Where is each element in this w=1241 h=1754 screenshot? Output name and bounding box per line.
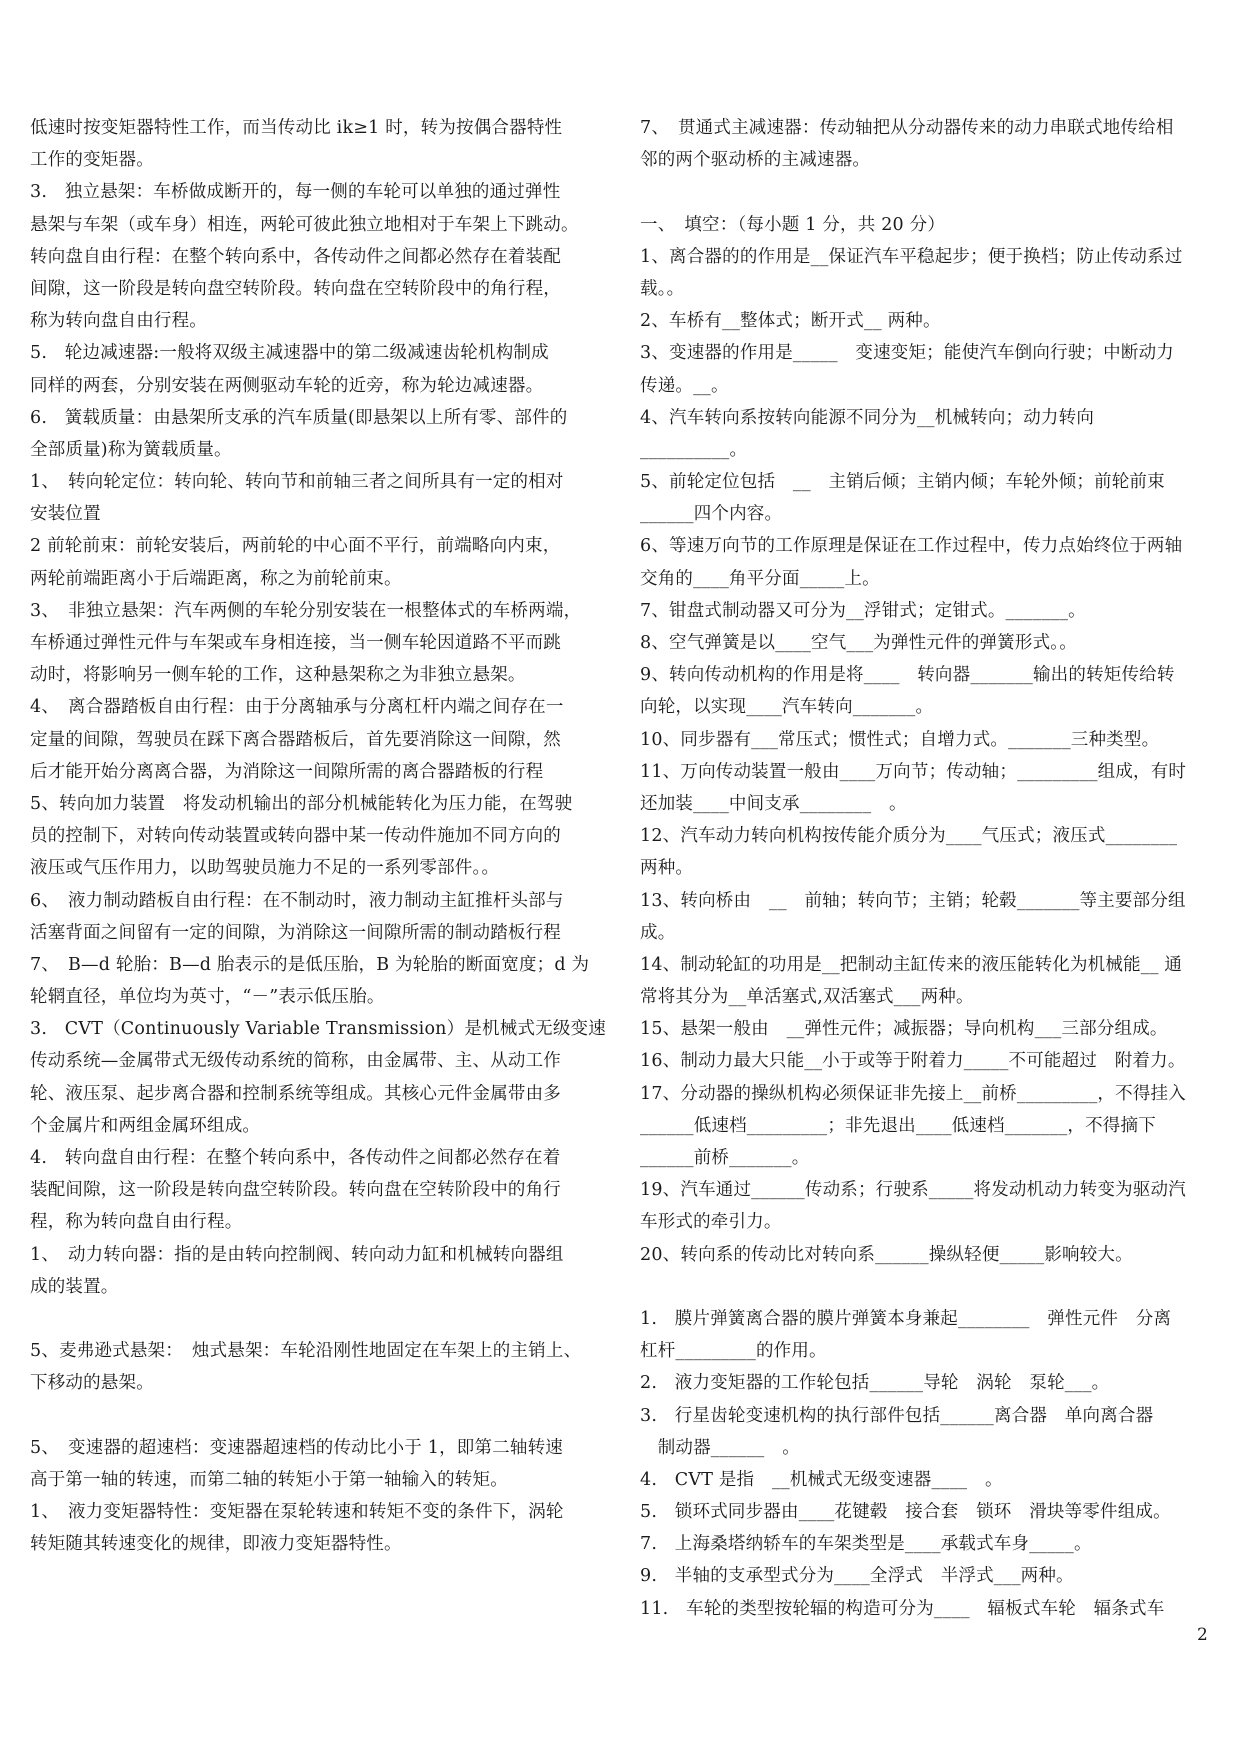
- text-line: 间隙，这一阶段是转向盘空转阶段。转向盘在空转阶段中的角行程，: [30, 278, 561, 299]
- text-line: ______四个内容。: [640, 504, 783, 525]
- text-line: 4、汽车转向系按转向能源不同分为__机械转向；动力转向: [640, 407, 1095, 428]
- text-line: 低速时按变矩器特性工作，而当传动比 ik≥1 时，转为按偶合器特性: [30, 118, 563, 138]
- text-line: 4. 转向盘自由行程：在整个转向系中，各传动件之间都必然存在着: [30, 1148, 561, 1168]
- text-line: 杠杆_________的作用。: [640, 1341, 827, 1362]
- text-line: 3. 行星齿轮变速机构的执行部件包括______离合器 单向离合器: [640, 1405, 1154, 1426]
- text-line: 还加装____中间支承________ 。: [640, 793, 907, 814]
- text-line: 两种。: [640, 858, 694, 879]
- text-line: 2. 液力变矩器的工作轮包括______导轮 涡轮 泵轮___。: [640, 1373, 1110, 1394]
- text-line: 1、离合器的的作用是__保证汽车平稳起步；便于换档；防止传动系过: [640, 246, 1183, 267]
- text-line: 交角的____角平分面_____上。: [640, 568, 880, 589]
- right-column: [640, 112, 1212, 1625]
- text-line: 7、 贯通式主减速器：传动轴把从分动器传来的动力串联式地传给相: [640, 118, 1174, 138]
- text-line: 13、转向桥由 __ 前轴；转向节；主销；轮毂_______等主要部分组: [640, 890, 1186, 911]
- text-line: 5、 变速器的超速档：变速器超速档的传动比小于 1，即第二轴转速: [30, 1437, 563, 1458]
- text-line: 转矩随其转速变化的规律，即液力变矩器特性。: [30, 1534, 402, 1555]
- text-line: 1、 动力转向器：指的是由转向控制阀、转向动力缸和机械转向器组: [30, 1244, 564, 1265]
- text-line: 一、 填空：（每小题 1 分，共 20 分）: [640, 214, 946, 235]
- text-line: 活塞背面之间留有一定的间隙，为消除这一间隙所需的制动踏板行程: [30, 922, 561, 943]
- text-line: 5、转向加力装置 将发动机输出的部分机械能转化为压力能，在驾驶: [30, 793, 573, 814]
- text-line: 两轮前端距离小于后端距离，称之为前轮前束。: [30, 568, 402, 589]
- text-line: 3. CVT（Continuously Variable Transmission）是机械式无级变速: [30, 1019, 606, 1040]
- text-line: 车形式的牵引力。: [640, 1212, 782, 1233]
- text-line: 16、制动力最大只能__小于或等于附着力_____不可能超过 附着力。: [640, 1051, 1186, 1072]
- text-line: 工作的变矩器。: [30, 150, 154, 171]
- text-line: 轮、液压泵、起步离合器和控制系统等组成。其核心元件金属带由多: [30, 1083, 561, 1104]
- text-line: ______前桥_______。: [640, 1148, 810, 1168]
- text-line: ______低速档_________；非先退出____低速档_______，不得摘下: [640, 1115, 1156, 1136]
- text-line: 全部质量)称为簧载质量。: [30, 439, 232, 460]
- text-line: 15、悬架一般由 __弹性元件；减振器；导向机构___三部分组成。: [640, 1019, 1168, 1040]
- text-line: 5、前轮定位包括 __ 主销后倾；主销内倾；车轮外倾；前轮前束: [640, 472, 1165, 493]
- text-line: 1. 膜片弹簧离合器的膜片弹簧本身兼起________ 弹性元件 分离: [640, 1308, 1172, 1329]
- text-line: 安装位置: [30, 504, 101, 525]
- text-line: 转向盘自由行程：在整个转向系中，各传动件之间都必然存在着装配: [30, 246, 561, 267]
- text-line: 1、 液力变矩器特性：变矩器在泵轮转速和转矩不变的条件下，涡轮: [30, 1502, 564, 1523]
- text-line: 10、同步器有___常压式；惯性式；自增力式。_______三种类型。: [640, 729, 1160, 750]
- text-line: 2、车桥有__整体式；断开式__ 两种。: [640, 311, 941, 332]
- text-line: 1、 转向轮定位：转向轮、转向节和前轴三者之间所具有一定的相对: [30, 472, 564, 493]
- text-line: 载。。: [640, 278, 685, 299]
- blank-line: [640, 1271, 1212, 1303]
- text-line: 11. 车轮的类型按轮辐的构造可分为____ 辐板式车轮 辐条式车: [640, 1598, 1165, 1619]
- text-line: 传递。__。: [640, 375, 729, 396]
- text-line: 称为转向盘自由行程。: [30, 311, 207, 332]
- text-line: 高于第一轴的转速，而第二轴的转矩小于第一轴输入的转矩。: [30, 1469, 508, 1490]
- text-line: 4. CVT 是指 __机械式无级变速器____ 。: [640, 1469, 1003, 1490]
- text-line: 19、汽车通过______传动系；行驶系_____将发动机动力转变为驱动汽: [640, 1180, 1186, 1201]
- text-line: 9. 半轴的支承型式分为____全浮式 半浮式___两种。: [640, 1566, 1074, 1587]
- blank-line: [30, 1303, 605, 1335]
- text-line: 3、变速器的作用是_____ 变速变矩；能使汽车倒向行驶；中断动力: [640, 343, 1174, 364]
- text-line: 6、 液力制动踏板自由行程：在不制动时，液力制动主缸推杆头部与: [30, 890, 564, 911]
- text-line: 邻的两个驱动桥的主减速器。: [640, 150, 871, 171]
- text-line: __________。: [640, 439, 748, 460]
- text-line: 后才能开始分离离合器，为消除这一间隙所需的离合器踏板的行程: [30, 761, 544, 782]
- text-line: 12、汽车动力转向机构按传能介质分为____气压式；液压式________: [640, 826, 1178, 847]
- text-line: 程，称为转向盘自由行程。: [30, 1212, 243, 1233]
- text-line: 轮辋直径，单位均为英寸，“－”表示低压胎。: [30, 987, 385, 1008]
- text-line: 7、 B—d 轮胎：B—d 胎表示的是低压胎，B 为轮胎的断面宽度；d 为: [30, 954, 590, 975]
- text-line: 6、等速万向节的工作原理是保证在工作过程中，传力点始终位于两轴: [640, 536, 1183, 557]
- blank-line: [640, 176, 1212, 208]
- text-line: 2 前轮前束：前轮安装后，两前轮的中心面不平行，前端略向内束，: [30, 536, 561, 557]
- text-line: 8、空气弹簧是以____空气___为弹性元件的弹簧形式。。: [640, 633, 1077, 653]
- page-number: 2: [1197, 1625, 1208, 1645]
- text-line: 员的控制下，对转向传动装置或转向器中某一传动件施加不同方向的: [30, 826, 561, 847]
- text-line: 20、转向系的传动比对转向系______操纵轻便_____影响较大。: [640, 1244, 1133, 1265]
- text-line: 成的装置。: [30, 1276, 119, 1297]
- text-line: 14、制动轮缸的功用是__把制动主缸传来的液压能转化为机械能__ 通: [640, 954, 1183, 975]
- text-line: 定量的间隙，驾驶员在踩下离合器踏板后，首先要消除这一间隙，然: [30, 729, 561, 750]
- text-line: 5、麦弗逊式悬架： 烛式悬架：车轮沿刚性地固定在车架上的主销上、: [30, 1341, 582, 1362]
- text-line: 6. 簧载质量：由悬架所支承的汽车质量(即悬架以上所有零、部件的: [30, 407, 568, 428]
- text-line: 4、 离合器踏板自由行程：由于分离轴承与分离杠杆内端之间存在一: [30, 697, 564, 718]
- left-column: [30, 112, 605, 1560]
- text-line: 个金属片和两组金属环组成。: [30, 1115, 261, 1136]
- text-line: 下移动的悬架。: [30, 1373, 154, 1394]
- text-line: 动时，将影响另一侧车轮的工作，这种悬架称之为非独立悬架。: [30, 665, 526, 686]
- text-line: 11、万向传动装置一般由____万向节；传动轴；_________组成，有时: [640, 761, 1187, 782]
- text-line: 向轮，以实现____汽车转向_______。: [640, 697, 934, 718]
- text-line: 成。: [640, 922, 676, 943]
- text-line: 传动系统—金属带式无级传动系统的简称，由金属带、主、从动工作: [30, 1051, 561, 1072]
- text-line: 7、钳盘式制动器又可分为__浮钳式；定钳式。_______。: [640, 600, 1086, 621]
- text-line: 17、分动器的操纵机构必须保证非先接上__前桥_________，不得挂入: [640, 1083, 1186, 1104]
- text-line: 3、 非独立悬架：汽车两侧的车轮分别安装在一根整体式的车桥两端，: [30, 600, 582, 621]
- text-line: 制动器______ 。: [640, 1437, 800, 1458]
- text-line: 同样的两套，分别安装在两侧驱动车轮的近旁，称为轮边减速器。: [30, 375, 544, 396]
- text-line: 车桥通过弹性元件与车架或车身相连接，当一侧车轮因道路不平而跳: [30, 633, 561, 653]
- text-line: 5. 锁环式同步器由____花键毂 接合套 锁环 滑块等零件组成。: [640, 1502, 1171, 1523]
- text-line: 装配间隙，这一阶段是转向盘空转阶段。转向盘在空转阶段中的角行: [30, 1180, 561, 1201]
- text-line: 5. 轮边减速器:一般将双级主减速器中的第二级减速齿轮机构制成: [30, 343, 549, 364]
- text-line: 9、转向传动机构的作用是将____ 转向器_______输出的转矩传给转: [640, 665, 1175, 686]
- text-line: 悬架与车架（或车身）相连，两轮可彼此独立地相对于车架上下跳动。: [30, 214, 579, 235]
- blank-line: [30, 1400, 605, 1432]
- text-line: 常将其分为__单活塞式,双活塞式___两种。: [640, 987, 974, 1008]
- text-line: 液压或气压作用力，以助驾驶员施力不足的一系列零部件。。: [30, 858, 500, 879]
- text-line: 3. 独立悬架：车桥做成断开的，每一侧的车轮可以单独的通过弹性: [30, 182, 561, 203]
- text-line: 7. 上海桑塔纳轿车的车架类型是____承载式车身_____。: [640, 1534, 1092, 1555]
